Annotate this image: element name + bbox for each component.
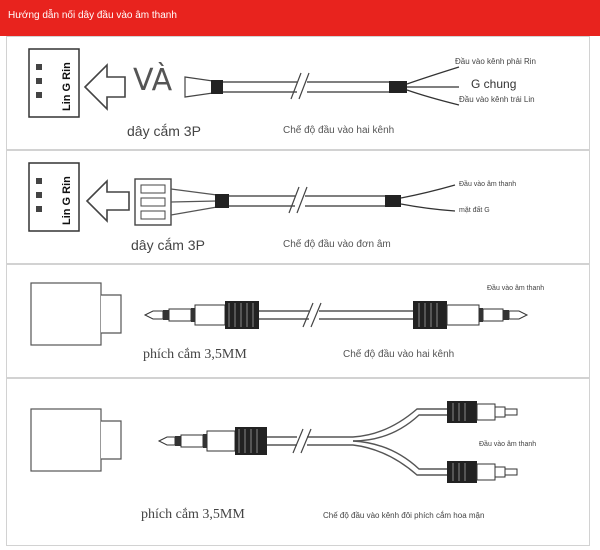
- page-title: Hướng dẫn nối dây đầu vào âm thanh: [8, 10, 177, 21]
- audio-in-label: Đầu vào âm thanh: [487, 285, 545, 292]
- mode-label: Chế độ đầu vào hai kênh: [343, 349, 455, 360]
- arrow-left-icon: [87, 181, 129, 221]
- panel-35mm-stereo: [6, 264, 590, 378]
- va-text: VÀ: [133, 63, 173, 98]
- plug-label: dây cắm 3P: [127, 123, 201, 139]
- panel-3p-mono: [6, 150, 590, 264]
- device-jack-icon: [31, 283, 101, 345]
- audio-in-label: Đầu vào âm thanh: [479, 441, 537, 448]
- plug-label: phích cắm 3,5MM: [143, 347, 247, 362]
- panel-35mm-rca: [6, 378, 590, 546]
- ground-label: G chung: [471, 77, 517, 91]
- device-jack-icon: [31, 409, 101, 471]
- mode-label: Chế độ đầu vào hai kênh: [283, 125, 395, 136]
- panel-3p-stereo: [6, 36, 590, 150]
- ground-label: mặt đất G: [459, 207, 490, 214]
- audio-in-label: Đầu vào âm thanh: [459, 181, 517, 188]
- mode-label: Chế độ đầu vào đơn âm: [283, 239, 391, 250]
- plug-label: phích cắm 3,5MM: [141, 507, 245, 522]
- right-channel-label: Đầu vào kênh phải Rin: [455, 57, 536, 66]
- plug-label: dây cắm 3P: [131, 237, 205, 253]
- panel-35mm-stereo-illustration: [7, 265, 589, 377]
- terminal-pin-label: Lin G Rin: [61, 62, 73, 111]
- mode-label: Chế độ đầu vào kênh đôi phích cắm hoa mận: [323, 511, 485, 520]
- header-bar: [0, 0, 600, 36]
- left-channel-label: Đầu vào kênh trái Lin: [459, 95, 535, 104]
- panel-35mm-rca-illustration: [7, 379, 589, 545]
- jst-connector-icon: [135, 179, 171, 225]
- terminal-pin-label: Lin G Rin: [61, 176, 73, 225]
- arrow-left-icon: [85, 65, 125, 109]
